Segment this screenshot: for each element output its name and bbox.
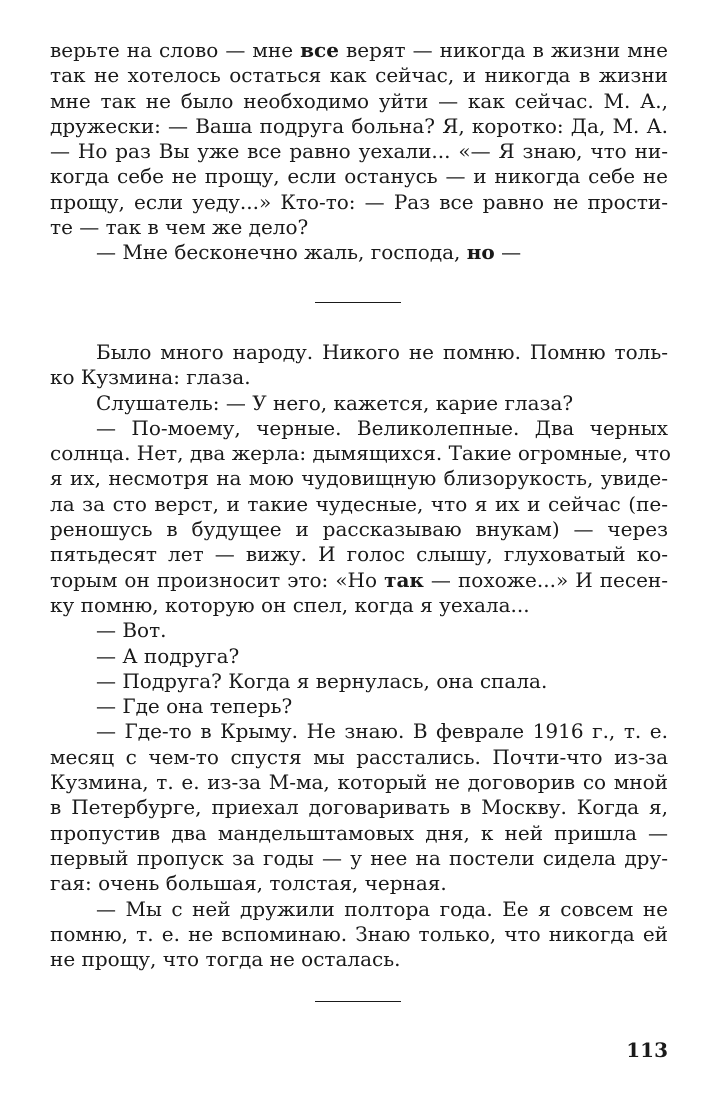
text-segment: — Но раз Вы уже все равно уехали... «— Я знаю, что ни- xyxy=(50,139,668,164)
text-line xyxy=(50,416,668,441)
text-line xyxy=(50,719,668,744)
text-segment: — Вот. xyxy=(96,618,167,643)
text-line xyxy=(50,240,668,265)
text-segment: пятьдесят лет — вижу. И голос слышу, глуховатый ко- xyxy=(50,542,668,567)
text-segment: гая: очень большая, толстая, черная. xyxy=(50,871,447,896)
text-segment: Было много народу. Никого не помню. Помню толь- xyxy=(96,340,668,364)
text-line xyxy=(50,821,668,846)
text-line xyxy=(50,114,668,139)
text-segment: дружески: — Ваша подруга больна? Я, коротко: Да, М. А. xyxy=(50,113,668,138)
emphasis-text: так xyxy=(384,567,424,592)
text-line xyxy=(50,365,668,390)
text-segment: помню, т. е. не вспоминаю. Знаю только, что никогда ей xyxy=(50,921,668,946)
text-section-1 xyxy=(50,38,668,266)
text-line xyxy=(50,947,668,972)
text-line xyxy=(50,164,668,189)
text-segment: — Мы с ней дружили полтора года. Ее я совсем не xyxy=(96,896,668,921)
text-segment: — По-моему, черные. Великолепные. Два черных xyxy=(96,415,668,440)
section-divider xyxy=(315,1001,401,1002)
text-line xyxy=(50,466,668,491)
text-segment: солнца. Нет, два жерла: дымящихся. Такие огромные, что xyxy=(50,441,671,466)
text-line xyxy=(50,89,668,114)
text-line xyxy=(50,340,668,365)
text-segment: — Подруга? Когда я вернулась, она спала. xyxy=(96,668,548,693)
text-line xyxy=(50,38,668,63)
text-line xyxy=(50,391,668,416)
text-segment: торым он произносит это: «Но xyxy=(50,567,385,592)
text-line xyxy=(50,745,668,770)
emphasis-text: все xyxy=(300,38,339,62)
text-line xyxy=(50,897,668,922)
text-segment: в Петербурге, приехал договаривать в Москву. Когда я, xyxy=(50,795,668,820)
text-segment: я их, несмотря на мою чудовищную близорукость, увиде- xyxy=(50,466,668,491)
text-segment: реношусь в будущее и рассказываю внукам) — через xyxy=(50,517,668,542)
text-line xyxy=(50,492,668,517)
page-number: 113 xyxy=(626,1038,668,1062)
section-divider xyxy=(315,302,401,303)
text-segment: верьте на слово — мне xyxy=(50,38,301,62)
text-line xyxy=(50,795,668,820)
text-segment: мне так не было необходимо уйти — как сейчас. М. А., xyxy=(50,88,668,113)
text-line xyxy=(50,770,668,795)
text-segment: пропустив два мандельштамовых дня, к ней пришла — xyxy=(50,820,668,845)
text-segment: Слушатель: — У него, кажется, карие глаза? xyxy=(96,390,574,415)
text-line xyxy=(50,644,668,669)
text-segment: так не хотелось остаться как сейчас, и никогда в жизни xyxy=(50,63,668,88)
text-segment: первый пропуск за годы — у нее на постели сидела дру- xyxy=(50,845,668,870)
text-segment: прощу, если уеду...» Кто-то: — Раз все равно не прости- xyxy=(50,189,668,214)
text-line xyxy=(50,922,668,947)
text-segment: верят — никогда в жизни мне xyxy=(338,38,668,62)
text-segment: — Где она теперь? xyxy=(96,694,293,719)
text-segment: месяц с чем-то спустя мы расстались. Почти-что из-за xyxy=(50,744,668,769)
text-line xyxy=(50,441,671,466)
text-segment: Кузмина, т. е. из-за М-ма, который не договорив со мной xyxy=(50,770,668,795)
text-section-2 xyxy=(50,340,671,972)
text-segment: ку помню, которую он спел, когда я уехала... xyxy=(50,592,530,617)
text-line xyxy=(50,63,668,88)
text-segment: — Где-то в Крыму. Не знаю. В феврале 1916 г., т. е. xyxy=(96,719,668,744)
text-line xyxy=(50,568,668,593)
emphasis-text: но xyxy=(466,240,495,265)
text-line xyxy=(50,669,668,694)
text-segment: — Мне бесконечно жаль, господа, xyxy=(96,240,467,265)
text-segment: — xyxy=(494,240,522,265)
text-segment: — А подруга? xyxy=(96,643,240,668)
text-segment: когда себе не прощу, если останусь — и никогда себе не xyxy=(50,164,668,189)
text-line xyxy=(50,593,668,618)
text-segment: — похоже...» И песен- xyxy=(423,567,668,592)
text-line xyxy=(50,517,668,542)
text-segment: не прощу, что тогда не осталась. xyxy=(50,947,401,972)
text-segment: те — так в чем же дело? xyxy=(50,215,309,240)
text-segment: ла за сто верст, и такие чудесные, что я их и сейчас (пе- xyxy=(50,491,668,516)
text-line xyxy=(50,542,668,567)
text-line xyxy=(50,215,668,240)
text-line xyxy=(50,694,668,719)
text-segment: ко Кузмина: глаза. xyxy=(50,365,251,390)
text-line xyxy=(50,618,668,643)
text-line xyxy=(50,871,668,896)
text-line xyxy=(50,846,668,871)
text-line xyxy=(50,190,668,215)
text-line xyxy=(50,139,668,164)
